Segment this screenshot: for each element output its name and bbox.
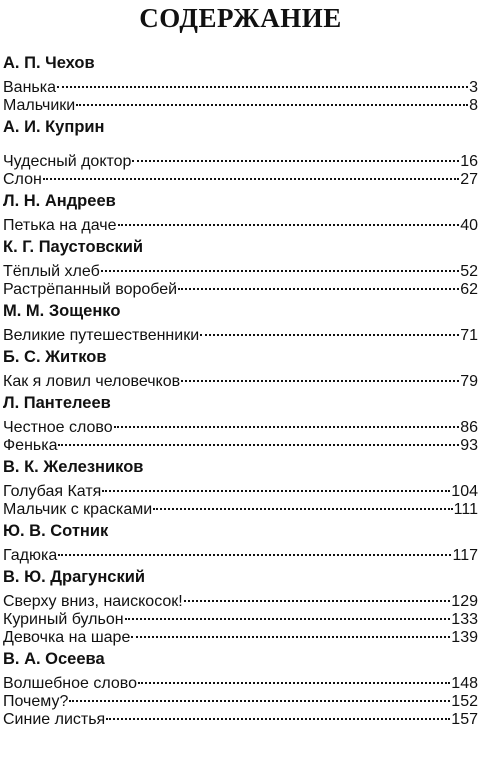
contents-section — [3, 649, 478, 728]
contents-entry[interactable] — [3, 258, 478, 280]
contents-entry[interactable] — [3, 414, 478, 436]
entry-page-number: 27 — [460, 171, 478, 188]
entry-title: Слон — [3, 171, 42, 188]
entry-title: Голубая Катя — [3, 483, 102, 500]
dot-leader — [43, 166, 459, 184]
page-title: СОДЕРЖАНИЕ — [139, 3, 342, 33]
author-heading: В. Ю. Драгунский — [3, 568, 146, 586]
dot-leader — [57, 74, 468, 92]
contents-section — [3, 53, 478, 114]
contents-entry[interactable] — [3, 166, 478, 188]
contents-entry[interactable] — [3, 688, 478, 710]
author-heading: А. П. Чехов — [3, 54, 95, 72]
entry-title: Мальчики — [3, 97, 76, 114]
entry-page-number: 133 — [451, 611, 478, 628]
contents-section — [3, 191, 478, 234]
contents-entry[interactable] — [3, 670, 478, 692]
dot-leader — [58, 542, 451, 560]
contents-section — [3, 521, 478, 564]
contents-entry[interactable] — [3, 148, 478, 170]
contents-entry[interactable] — [3, 588, 478, 610]
author-heading: В. К. Железников — [3, 458, 144, 476]
entry-page-number: 139 — [451, 629, 478, 646]
author-heading: М. М. Зощенко — [3, 302, 121, 320]
entry-page-number: 117 — [452, 547, 478, 564]
dot-leader — [101, 258, 459, 276]
dot-leader — [132, 148, 459, 166]
entry-page-number: 104 — [451, 483, 478, 500]
entry-page-number: 52 — [460, 263, 478, 280]
entry-title: Ванька — [3, 79, 56, 96]
entry-title: Синие листья — [3, 711, 106, 728]
contents-entry[interactable] — [3, 542, 478, 564]
contents-entry[interactable] — [3, 212, 478, 234]
contents-section — [3, 393, 478, 454]
contents-entry[interactable] — [3, 432, 478, 454]
entry-page-number: 40 — [460, 217, 478, 234]
contents-section — [3, 347, 478, 390]
dot-leader — [181, 368, 459, 386]
contents-section — [3, 301, 478, 344]
entry-page-number: 129 — [451, 593, 478, 610]
contents-section — [3, 567, 478, 646]
dot-leader — [125, 606, 451, 624]
entry-page-number: 86 — [460, 419, 478, 436]
contents-entry[interactable] — [3, 368, 478, 390]
dot-leader — [153, 496, 453, 514]
dot-leader — [184, 588, 451, 606]
dot-leader — [69, 688, 450, 706]
entry-page-number: 16 — [460, 153, 478, 170]
author-heading: К. Г. Паустовский — [3, 238, 144, 256]
entry-title: Растрёпанный воробей — [3, 281, 178, 298]
dot-leader — [178, 276, 459, 294]
contents-entry[interactable] — [3, 322, 478, 344]
contents-entry[interactable] — [3, 706, 478, 728]
contents-section — [3, 237, 478, 298]
dot-leader — [58, 432, 459, 450]
entry-title: Тёплый хлеб — [3, 263, 100, 280]
entry-title: Девочка на шаре — [3, 629, 131, 646]
entry-page-number: 111 — [453, 501, 478, 518]
entry-page-number: 148 — [451, 675, 478, 692]
entry-title: Гадюка — [3, 547, 58, 564]
entry-title: Сверху вниз, наискосок! — [3, 593, 183, 610]
entry-page-number: 3 — [469, 79, 478, 96]
dot-leader — [131, 624, 450, 642]
dot-leader — [114, 414, 460, 432]
entry-title: Петька на даче — [3, 217, 117, 234]
entry-title: Фенька — [3, 437, 58, 454]
contents-entry[interactable] — [3, 92, 478, 114]
contents-section — [3, 457, 478, 518]
dot-leader — [138, 670, 450, 688]
contents-section — [3, 117, 478, 188]
entry-page-number: 62 — [460, 281, 478, 298]
entry-page-number: 8 — [469, 97, 478, 114]
dot-leader — [76, 92, 468, 110]
entry-title: Волшебное слово — [3, 675, 137, 692]
entry-page-number: 157 — [451, 711, 478, 728]
contents-entry[interactable] — [3, 478, 478, 500]
author-heading: А. И. Куприн — [3, 118, 105, 136]
author-heading: Л. Н. Андреев — [3, 192, 116, 210]
dot-leader — [118, 212, 460, 230]
entry-title: Как я ловил человечков — [3, 373, 181, 390]
entry-page-number: 71 — [460, 327, 478, 344]
entry-page-number: 79 — [460, 373, 478, 390]
entry-title: Почему? — [3, 693, 69, 710]
entry-title: Мальчик с красками — [3, 501, 153, 518]
author-heading: Л. Пантелеев — [3, 394, 111, 412]
entry-page-number: 93 — [460, 437, 478, 454]
dot-leader — [200, 322, 459, 340]
author-heading: В. А. Осеева — [3, 650, 105, 668]
entry-page-number: 152 — [451, 693, 478, 710]
contents-entry[interactable] — [3, 74, 478, 96]
dot-leader — [102, 478, 450, 496]
dot-leader — [106, 706, 450, 724]
author-heading: Ю. В. Сотник — [3, 522, 109, 540]
contents-list — [3, 53, 478, 728]
entry-title: Куриный бульон — [3, 611, 124, 628]
entry-title: Честное слово — [3, 419, 113, 436]
author-heading: Б. С. Житков — [3, 348, 107, 366]
entry-title: Чудесный доктор — [3, 153, 132, 170]
entry-title: Великие путешественники — [3, 327, 200, 344]
